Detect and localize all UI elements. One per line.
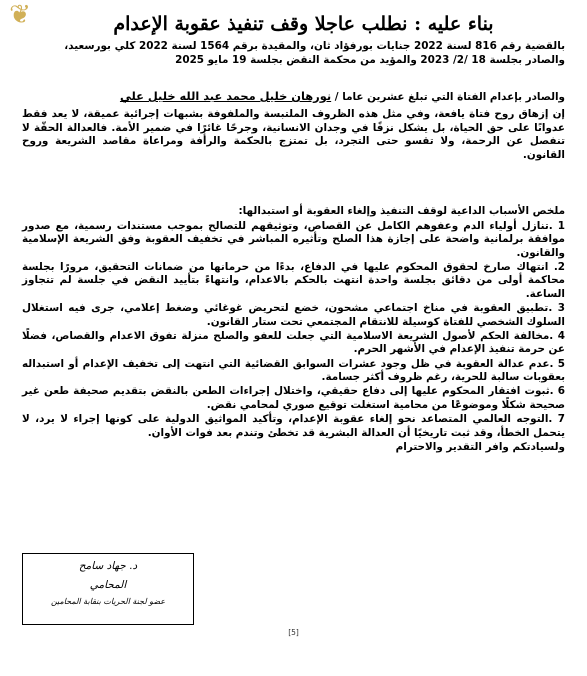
- corner-ornament-icon: ❦: [9, 0, 31, 30]
- reason-item-1: 1 .تنازل أولياء الدم وعفوهم الكامل عن القصاص، وتوثيقهم للتصالح بموجب مستندات رسمية، مع صدور موافقة برلمانية واضحة على إجازة هذا الصلح وتأثيره المباشر في تخفيف العقوبة وفق الشريعة الإسلامية والقانون.: [22, 219, 565, 259]
- page-title: بناء عليه : نطلب عاجلا وقف تنفيذ عقوبة الإعدام: [113, 13, 494, 35]
- signature-box: [22, 553, 194, 625]
- intro-paragraph: إن إزهاق روح فتاة يافعة، وفي مثل هذه الظروف الملتبسة والملفوفة بشبهات إجرائية عميقة، لا يعد فقط عدوانًا على حق الحياة، بل يشكل نزفًا في وجدان الانسانية، وجرحًا غائرًا في ضمير الأمة. فالعدالة الحقّة لا تنفصل عن الرحمة، ولا تقسو حتى التجرد، بل تمتزج بالحكمة والرأفة ومراعاة مقاصد الشريعة وروح القانون.: [22, 108, 565, 161]
- signature-role: عضو لجنة الحريات بنقابة المحامين: [50, 597, 166, 606]
- case-line-2: والصادر بجلسة 18 /2/ 2023 والمؤيد من محكمة النقض بجلسة 19 مايو 2025: [175, 53, 565, 66]
- reason-item-5: 5 .عدم عدالة العقوبة في ظل وجود عشرات السوابق القضائية التي انتهت إلى تخفيف الإعدام أو استبداله بعقوبات سالبة للحرية، رغم ظروف أكثر جسامة.: [22, 357, 565, 384]
- reason-item-3: 3 .تطبيق العقوبة في مناخ اجتماعي مشحون، خضع لتحريض غوغائي وضغط إعلامي، جرى فيه استغلال السلوك الشخصي للفتاة كوسيلة للانتقام المجتمعي تحت ستار القانون.: [22, 302, 565, 328]
- signature-title: المحامي: [89, 579, 127, 591]
- reasons-section: [22, 205, 565, 455]
- case-reference: [22, 40, 565, 67]
- reason-item-2: 2. انتهاك صارخ لحقوق المحكوم عليها في الدفاع، بدءًا من حرمانها من ضمانات التحقيق، مرورًا بجلسة محاكمة أولى من دقائق بجلسة واحدة انتهت بالحكم بالاعدام، وانتهاءً بتأييد النقض في جلسة لم تتجاوز الساعة.: [22, 260, 565, 301]
- case-line-1: بالقضية رقم 816 لسنة 2022 جنايات بورفؤاد ثان، والمقيدة برقم 1564 لسنة 2022 كلي بورسعيد،: [64, 40, 565, 52]
- page-number: [5]: [288, 628, 299, 637]
- victim-line: [22, 90, 565, 105]
- signature-name: د. جهاد سامح: [78, 560, 138, 572]
- closing-line: ولسيادتكم وافر التقدير والاحترام: [395, 440, 565, 453]
- victim-prefix: والصادر بإعدام الفتاة التي تبلغ عشرين عاما /: [334, 91, 565, 103]
- victim-name: نورهان خليل محمد عبد الله خليل علي: [119, 89, 332, 103]
- reasons-heading: ملخص الأسباب الداعية لوقف التنفيذ وإلغاء العقوبة أو استبدالها:: [238, 205, 565, 217]
- reason-item-7: 7 .التوجه العالمي المتصاعد نحو إلغاء عقوبة الإعدام، وتأكيد المواثيق الدولية على كونها إجراء لا يرد، لا يتحمل الخطأ، وقد ثبت تاريخيًا أن العدالة البشرية قد تخطئ وتندم بعد فوات الأوان.: [22, 412, 565, 439]
- reason-item-6: 6 .ثبوت افتقار المحكوم عليها إلى دفاع حقيقي، واختلال إجراءات الطعن بالنقض بتقديم صحيفة طعن غير صحيحة شكلًا وموضوعًا من محامية استغلت توقيع صوري لمحامي نقض.: [22, 385, 565, 411]
- reason-item-4: 4 .مخالفة الحكم لأصول الشريعة الاسلامية التي جعلت للعفو والصلح منزلة تفوق الاعدام والقصاص، فضلًا عن حرمة تنفيذ الإعدام في الأشهر الحرم.: [22, 329, 565, 356]
